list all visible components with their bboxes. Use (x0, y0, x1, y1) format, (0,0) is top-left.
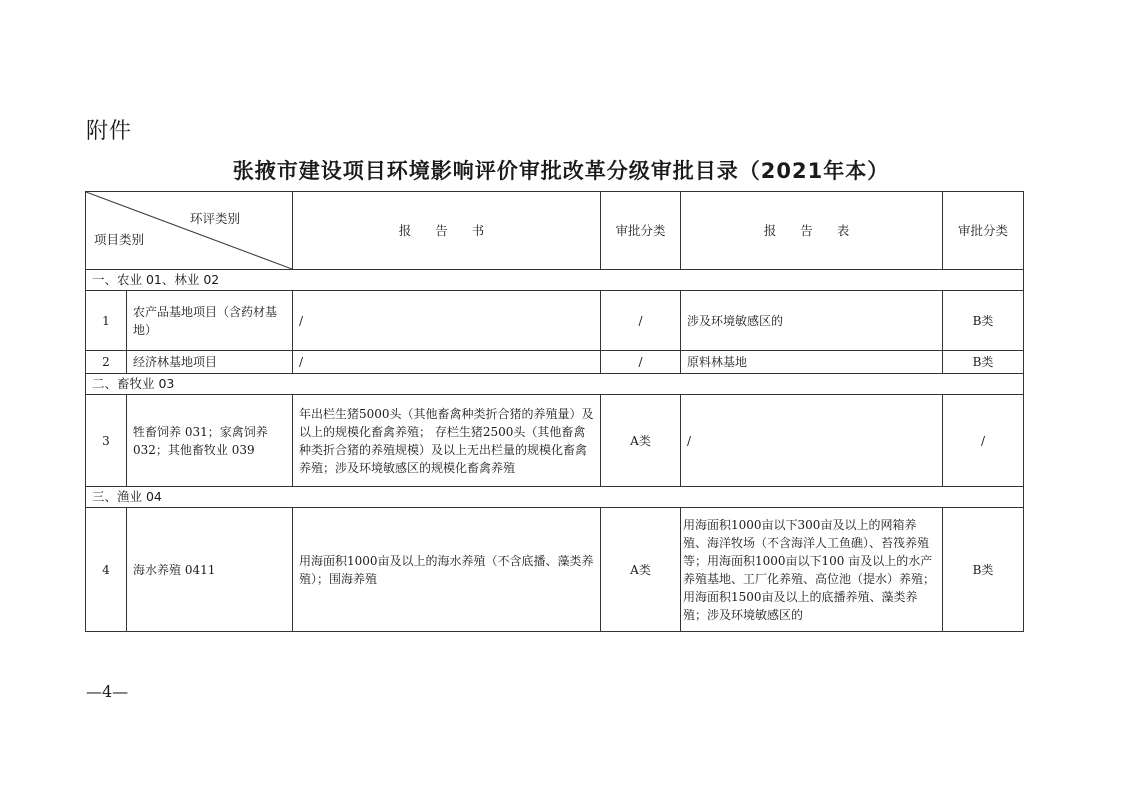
project-category: 海水养殖 0411 (127, 508, 293, 632)
header-approval-class-form: 审批分类 (943, 192, 1024, 270)
header-report-form: 报 告 表 (681, 192, 943, 270)
section-row (86, 487, 1024, 508)
header-project-category: 项目类别 (94, 232, 145, 247)
header-report-book: 报 告 书 (293, 192, 601, 270)
project-category: 牲畜饲养 031；家禽饲养 032；其他畜牧业 039 (127, 395, 293, 487)
report-book-class: A类 (601, 508, 681, 632)
report-form-class: B类 (943, 351, 1024, 374)
section-row (86, 374, 1024, 395)
section-row (86, 270, 1024, 291)
table-header-row (86, 192, 1024, 270)
attachment-label: 附件 (86, 119, 133, 144)
project-category: 经济林基地项目 (127, 351, 293, 374)
report-book-content: / (293, 291, 601, 351)
report-form-class: B类 (943, 291, 1024, 351)
section-title: 一、农业 01、林业 02 (86, 270, 1024, 291)
table-row (86, 351, 1024, 374)
row-number: 4 (86, 508, 127, 632)
report-form-content: / (681, 395, 943, 487)
report-form-content: 原料林基地 (681, 351, 943, 374)
report-form-class: / (943, 395, 1024, 487)
report-form-class: B类 (943, 508, 1024, 632)
page-number: —4— (86, 682, 129, 701)
document-title: 张掖市建设项目环境影响评价审批改革分级审批目录（2021年本） (232, 159, 890, 183)
approval-catalog-table (85, 191, 1024, 632)
section-title: 三、渔业 04 (86, 487, 1024, 508)
report-book-content: / (293, 351, 601, 374)
header-approval-class-book: 审批分类 (601, 192, 681, 270)
report-form-content: 用海面积1000亩以下300亩及以上的网箱养殖、海洋牧场（不含海洋人工鱼礁）、苔筏养殖等；用海面积1000亩以下100 亩及以上的水产养殖基地、工厂化养殖、高位池（提水）养殖；用海面积1500亩及以上的底播养殖、藻类养殖；涉及环境敏感区的 (681, 508, 943, 632)
section-title: 二、畜牧业 03 (86, 374, 1024, 395)
report-book-class: / (601, 351, 681, 374)
report-form-content: 涉及环境敏感区的 (681, 291, 943, 351)
diagonal-header-cell (86, 192, 293, 270)
table-row (86, 291, 1024, 351)
row-number: 3 (86, 395, 127, 487)
report-book-class: A类 (601, 395, 681, 487)
report-book-content: 年出栏生猪5000头（其他畜禽种类折合猪的养殖量）及以上的规模化畜禽养殖； 存栏生猪2500头（其他畜禽种类折合猪的养殖规模）及以上无出栏量的规模化畜禽养殖；涉及环境敏感区的规模化畜禽养殖 (293, 395, 601, 487)
row-number: 1 (86, 291, 127, 351)
header-eia-category: 环评类别 (189, 211, 240, 226)
table-row (86, 508, 1024, 632)
report-book-class: / (601, 291, 681, 351)
report-book-content: 用海面积1000亩及以上的海水养殖（不含底播、藻类养殖）；围海养殖 (293, 508, 601, 632)
project-category: 农产品基地项目（含药材基地） (127, 291, 293, 351)
row-number: 2 (86, 351, 127, 374)
table-row (86, 395, 1024, 487)
